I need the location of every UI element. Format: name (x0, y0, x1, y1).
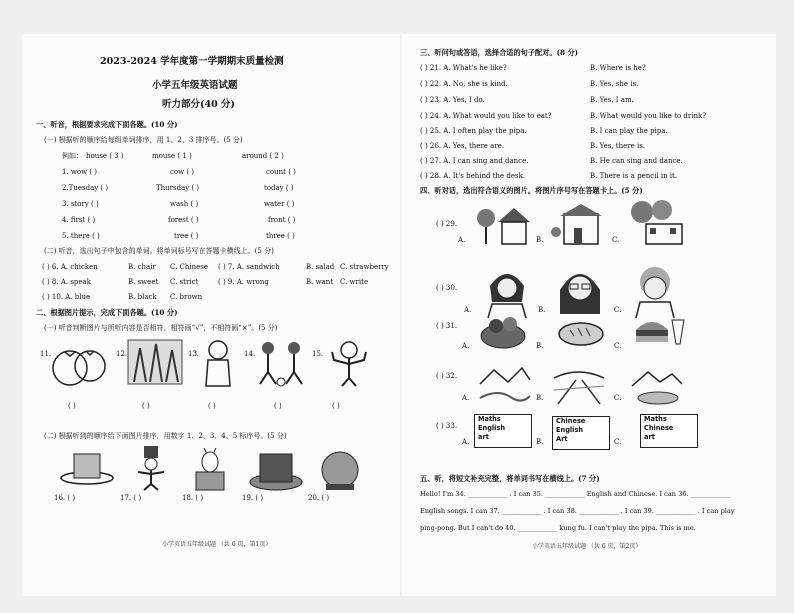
word-cell: front ( ) (268, 216, 296, 224)
pair-option: B. He can sing and dance. (590, 157, 683, 165)
option-label: B. (536, 438, 544, 446)
option-label: B. (536, 236, 544, 244)
hat-picture (58, 448, 116, 488)
subject-name: Maths (478, 415, 501, 423)
question-number: 19. ( ) (242, 494, 264, 502)
word-cell: tree ( ) (174, 232, 199, 240)
passage-line: Hello! I'm 34. ____________ . I can 35. ____________ English and Chinese. I can 36. ____________ (420, 490, 731, 498)
subject-name: Maths (644, 415, 667, 423)
section-1b-instruction: (二) 听音，选出句子中包含的单词。将单词标号写在答题卡横线上。(5 分) (44, 247, 274, 255)
option-label: A. (462, 394, 470, 402)
word-cell: wash ( ) (170, 200, 199, 208)
question-number: 12. (116, 350, 128, 358)
choice-item: ( ) 9. A. wrong (218, 278, 269, 286)
bread-picture-b (556, 316, 606, 348)
option-label: A. (462, 342, 470, 350)
pair-question: ( ) 21. A. What's he like? (420, 64, 507, 72)
question-number: ( ) 31. (436, 322, 458, 330)
choice-item: B. sweet (128, 278, 159, 286)
pair-option: B. What would you like to drink? (590, 112, 706, 120)
pair-option: B. Where is he? (590, 64, 646, 72)
word-cell: today ( ) (264, 184, 294, 192)
question-number: 17. ( ) (120, 494, 142, 502)
choice-item: ( ) 10. A. blue (42, 293, 91, 301)
answer-paren: ( ) (208, 402, 216, 410)
option-label: C. (614, 306, 622, 314)
house-trees-picture-b (550, 202, 610, 246)
answer-paren: ( ) (142, 402, 150, 410)
tomatoes-picture (50, 340, 108, 388)
strong-man-picture (324, 338, 374, 388)
exam-page-right (402, 34, 776, 596)
river-mountain-picture-a (478, 364, 532, 406)
pair-question: ( ) 23. A. Yes, I do. (420, 96, 485, 104)
word-cell: 2.Tuesday ( ) (62, 184, 109, 192)
pair-option: B. I can play the pipa. (590, 127, 668, 135)
question-number: ( ) 30. (436, 284, 458, 292)
word-cell: 1. wow ( ) (62, 168, 98, 176)
word-cell: 3. story ( ) (62, 200, 99, 208)
choice-item: ( ) 8. A. speak (42, 278, 91, 286)
listening-title: 听力部分(40 分) (162, 99, 236, 110)
choice-item: C. brown (170, 293, 203, 301)
word-cell: forest ( ) (168, 216, 199, 224)
question-number: 14. (244, 350, 256, 358)
burger-drink-picture-c (630, 310, 686, 352)
question-number: 13. (188, 350, 200, 358)
question-number: 20. ( ) (308, 494, 330, 502)
page-footer: 小学英语五年级试题 （共 6 页，第1页） (162, 541, 272, 548)
choice-item: C. write (340, 278, 369, 286)
pair-question: ( ) 22. A. No, she is kind. (420, 80, 508, 88)
choice-item: ( ) 7. A. sandwich (218, 263, 280, 271)
choice-item: C. strict (170, 278, 199, 286)
pair-option: B. Yes, I am. (590, 96, 634, 104)
crystal-ball-picture (312, 446, 368, 492)
word-cell: Thursday ( ) (156, 184, 200, 192)
word-cell: around ( 2 ) (242, 152, 284, 160)
forest-picture (126, 338, 184, 386)
top-hat-picture (248, 448, 304, 492)
pair-question: ( ) 27. A. I can sing and dance. (420, 157, 529, 165)
answer-paren: ( ) (332, 402, 340, 410)
section-3-heading: 三、听问句或答语，选择合适的句子配对。(8 分) (420, 48, 579, 57)
question-number: ( ) 32. (436, 372, 458, 380)
pair-option: B. There is a pencil in it. (590, 172, 678, 180)
page-footer: 小学英语五年级试题 （共 6 页，第2页） (532, 543, 642, 550)
option-label: C. (614, 394, 622, 402)
word-cell: water ( ) (264, 200, 295, 208)
word-cell: mouse ( 1 ) (152, 152, 192, 160)
choice-item: B. black (128, 293, 157, 301)
boy-picture (198, 338, 238, 388)
choice-item: ( ) 6. A. chicken (42, 263, 98, 271)
pair-question: ( ) 28. A. It's behind the desk. (420, 172, 526, 180)
option-label: A. (458, 236, 466, 244)
choice-item: C. Chinese (170, 263, 209, 271)
passage-line: ping-pong. But I can't do 40. ____________ kung fu. I can't play the pipa. This is me. (420, 524, 696, 532)
pair-question: ( ) 24. A. What would you like to eat? (420, 112, 552, 120)
subject-card-c (640, 414, 698, 448)
choice-item: B. want (306, 278, 334, 286)
option-label: B. (536, 342, 544, 350)
section-2a-instruction: (一) 听音判断图片与所听内容是否相符，相符画“√”，不相符画“×”。(5 分) (44, 324, 278, 332)
question-number: 11. (40, 350, 52, 358)
option-label: B. (538, 306, 546, 314)
subject-name: English (478, 424, 506, 432)
choice-item: C. strawberry (340, 263, 389, 271)
subject-card-b (552, 416, 610, 450)
section-2-heading: 二、根据图片提示，完成下面各题。(10 分) (36, 308, 178, 317)
subject-name: Chinese (556, 417, 586, 425)
section-5-heading: 五、听，将短文补充完整，将单词书写在横线上。(7 分) (420, 474, 600, 483)
woman-with-glasses-picture-b (554, 260, 606, 318)
subject-name: Chinese (644, 424, 674, 432)
option-label: C. (614, 438, 622, 446)
section-4-heading: 四、听对话，选出符合语义的图片。将图片序号写在答题卡上。(5 分) (420, 186, 643, 195)
hills-lake-picture-c (630, 364, 684, 406)
word-cell: 5. there ( ) (62, 232, 100, 240)
exam-title: 2023-2024 学年度第一学期期末质量检测 (100, 56, 284, 67)
road-landscape-picture-b (552, 364, 606, 406)
question-number: 15. (312, 350, 324, 358)
question-number: 18. ( ) (182, 494, 204, 502)
option-label: A. (464, 306, 472, 314)
answer-paren: ( ) (274, 402, 282, 410)
question-number: 16. ( ) (54, 494, 76, 502)
rabbit-in-hat-picture (188, 448, 232, 492)
passage-line: English songs. I can 37. ____________ . I can 38. ____________ . I can 39. ____________ . I can play (420, 507, 735, 515)
playing-football-picture (254, 338, 310, 388)
answer-paren: ( ) (68, 402, 76, 410)
house-trees-picture-a (476, 202, 536, 246)
house-trees-picture-c (626, 198, 686, 246)
word-cell: cow ( ) (170, 168, 195, 176)
pair-question: ( ) 26. A. Yes, there are. (420, 142, 505, 150)
word-cell: three ( ) (266, 232, 295, 240)
subject-name: English (556, 426, 584, 434)
section-2b-instruction: (二) 根据听到的顺序给下面图片排序，用数字 1、2、3、4、5 标序号。(5 分) (44, 432, 287, 440)
question-number: ( ) 29. (436, 220, 458, 228)
subject-name: art (644, 433, 655, 441)
choice-item: B. chair (128, 263, 156, 271)
word-cell: count ( ) (266, 168, 296, 176)
word-cell: house ( 3 ) (86, 152, 124, 160)
salad-picture-a (478, 310, 528, 352)
magician-picture (130, 444, 174, 492)
question-number: ( ) 33. (436, 422, 458, 430)
option-label: C. (612, 236, 620, 244)
exam-subtitle: 小学五年级英语试题 (152, 80, 238, 91)
section-1-heading: 一、听音，根据要求完成下面各题。(10 分) (36, 120, 178, 129)
subject-name: art (478, 433, 489, 441)
subject-card-a (474, 414, 532, 448)
option-label: A. (462, 438, 470, 446)
subject-name: Art (556, 435, 568, 443)
pair-question: ( ) 25. A. I often play the pipa. (420, 127, 527, 135)
exam-page-left (22, 34, 400, 596)
choice-item: B. salad (306, 263, 335, 271)
word-cell: 4. first ( ) (62, 216, 96, 224)
option-label: C. (614, 342, 622, 350)
example-label: 例如： (62, 152, 83, 160)
section-1a-instruction: (一) 根据听的顺序给每组单词排序，用 1、2、3 排序号。(5 分) (44, 136, 243, 144)
option-label: B. (536, 394, 544, 402)
pair-option: B. Yes, there is. (590, 142, 646, 150)
pair-option: B. Yes, she is. (590, 80, 639, 88)
